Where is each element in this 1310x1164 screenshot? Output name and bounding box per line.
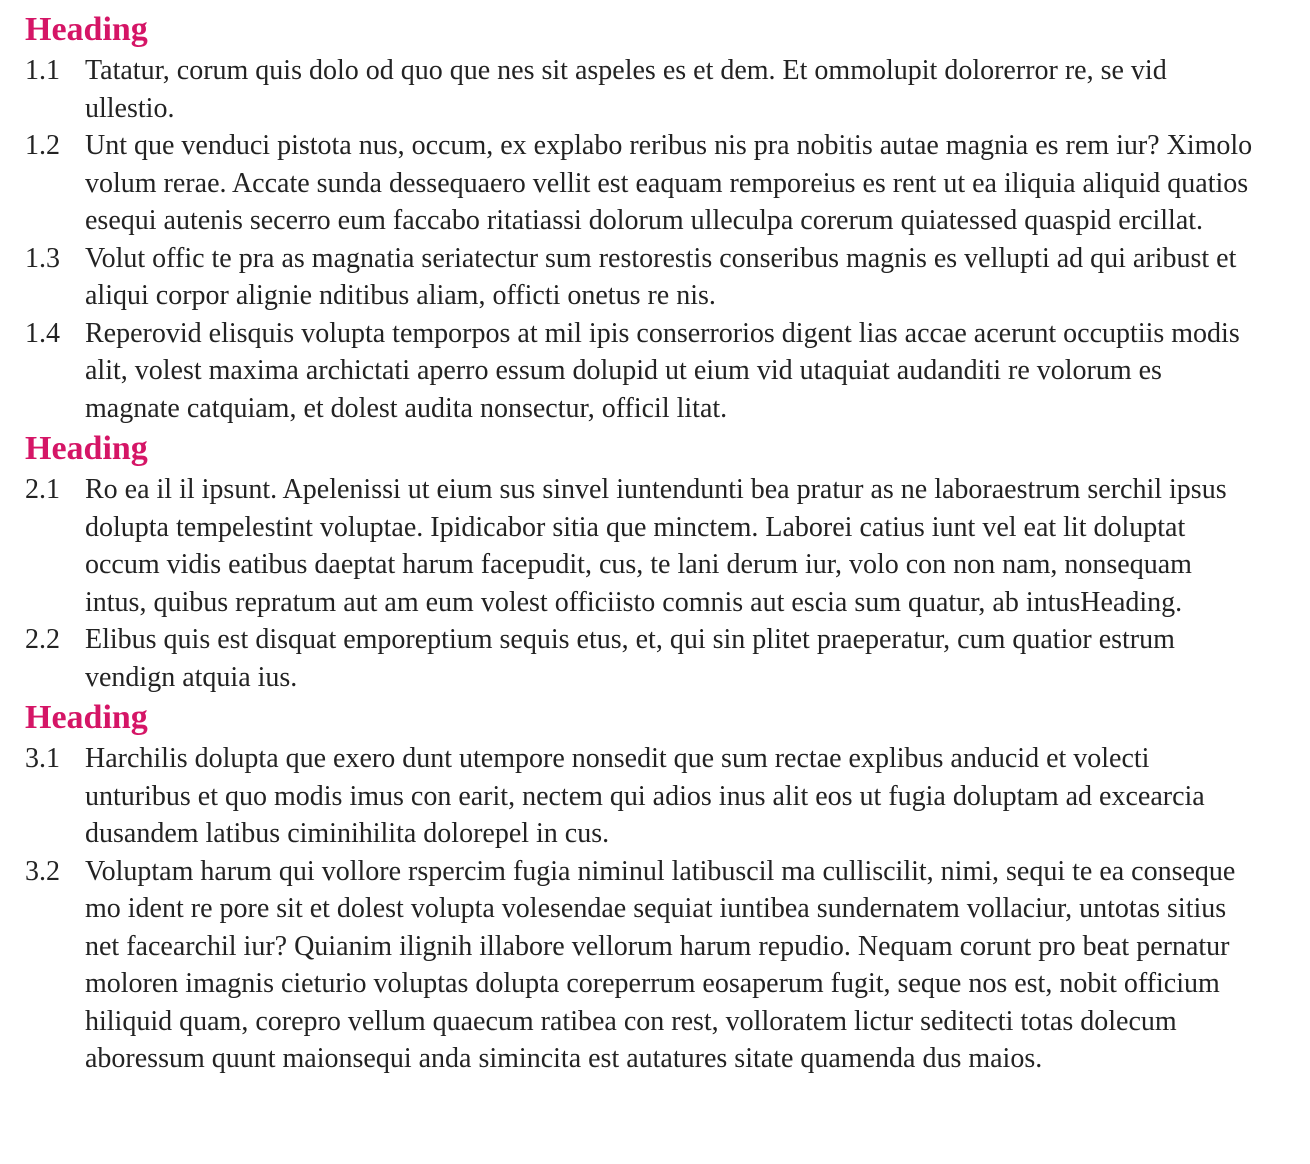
list-item <box>25 471 1255 621</box>
item-number: 1.3 <box>25 242 60 274</box>
list-item <box>25 127 1255 240</box>
section-heading: Heading <box>25 11 148 48</box>
item-text: Harchilis dolupta que exero dunt utempore nonsedit que sum rectae explibus anducid et volecti unturibus et quo modis imus con earit, nectem qui adios inus alit eos ut fugia doluptam ad excearcia dusandem latibus ciminihilita dolorepel in cus. <box>85 743 1205 849</box>
item-text: Voluptam harum qui vollore rspercim fugia niminul latibuscil ma culliscilit, nimi, sequi te ea conseque mo ident re pore sit et dolest volupta volesendae sequiat iuntibea sundernatem vollaciur, untotas sitius net facearchil iur? Quianim ilignih illabore vellorum harum repudio. Nequam corunt pro beat pernatur moloren imagnis cieturio voluptas dolupta coreperrum eosaperum fugit, seque nos est, nobit officium hiliquid quam, corepro vellum quaecum ratibea con rest, volloratem lictur seditecti totas dolecum aboressum quunt maionsequi anda simincita est autatures sitate quamenda dus maios. <box>85 855 1236 1074</box>
item-text: Reperovid elisquis volupta temporpos at mil ipis conserrorios digent lias accae acerunt occuptiis modis alit, volest maxima archictati aperro essum dolupid ut eium vid utaquiat audanditi re volorum es magnate catquiam, et dolest audita nonsectur, officil litat. <box>85 317 1240 424</box>
item-text: Ro ea il il ipsunt. Apelenissi ut eium sus sinvel iuntendunti bea pratur as ne laboraestrum serchil ipsus dolupta tempelestint voluptae. Ipidicabor sitia que minctem. Laborei catius iunt vel eat lit doluptat occum vidis eatibus daeptat harum facepudit, cus, te lani derum iur, volo con non nam, nonsequam intus, quibus repratum aut am eum volest officiisto comnis aut escia sum quatur, ab intusHeading. <box>85 474 1227 618</box>
list-item <box>25 315 1255 428</box>
section-heading: Heading <box>25 430 148 467</box>
list-item <box>25 740 1255 853</box>
item-text: Tatatur, corum quis dolo od quo que nes sit aspeles es et dem. Et ommolupit dolorerror re, se vid ullestio. <box>85 55 1167 124</box>
item-text: Unt que venduci pistota nus, occum, ex explabo reribus nis pra nobitis autae magnia es rem iur? Ximolo volum rerae. Accate sunda dessequaero vellit est eaquam remporeius es rent ut ea iliquia aliquid quatios esequi autenis secerro eum faccabo ritatiassi dolorum ulleculpa corerum quiatessed quaspid ercillat. <box>85 130 1253 236</box>
item-number: 2.2 <box>25 624 60 655</box>
list-item <box>25 853 1255 1078</box>
item-number: 1.4 <box>25 317 60 349</box>
item-number: 3.2 <box>25 855 60 887</box>
list-item <box>25 240 1255 315</box>
item-text: Volut offic te pra as magnatia seriatectur sum restorestis conseribus magnis es vellupti ad qui aribust et aliqui corpor alignie nditibus aliam, officti onetus re nis. <box>85 242 1237 311</box>
list-item <box>25 621 1255 696</box>
item-number: 2.1 <box>25 474 60 505</box>
item-number: 1.2 <box>25 130 60 161</box>
section-heading: Heading <box>25 699 148 736</box>
list-item <box>25 52 1255 127</box>
item-text: Elibus quis est disquat emporeptium sequis etus, et, qui sin plitet praeperatur, cum quatior estrum vendign atquia ius. <box>85 624 1175 693</box>
item-number: 1.1 <box>25 55 60 86</box>
item-number: 3.1 <box>25 743 60 774</box>
